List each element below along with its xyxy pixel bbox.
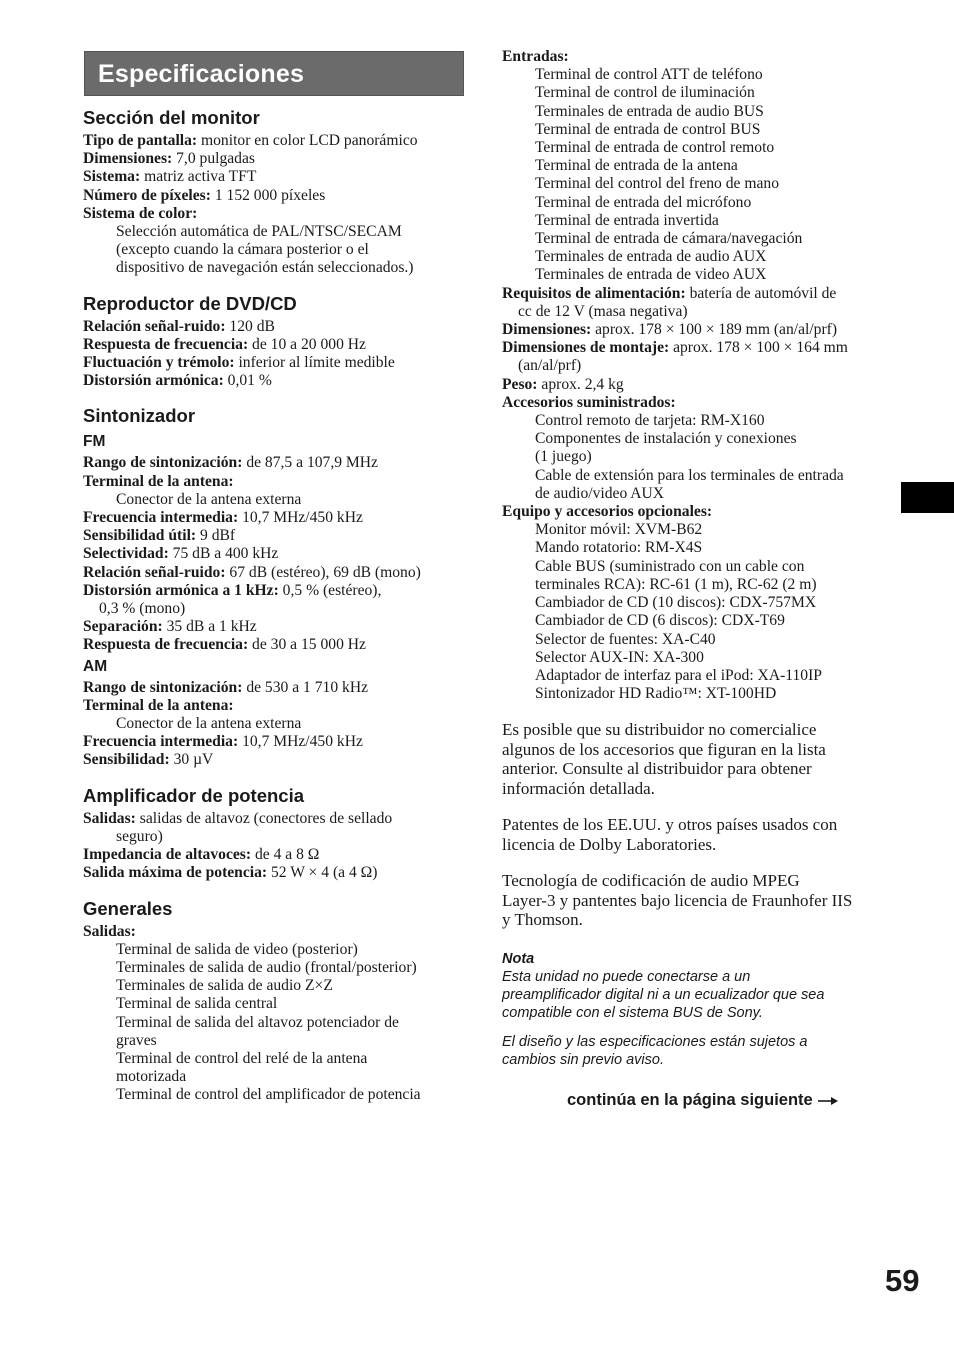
spec-detail: graves [116,1031,157,1049]
spec-row: Sensibilidad útil: 9 dBf [83,527,236,545]
am-spec-list [83,679,468,770]
spec-row: Sistema: matriz activa TFT [83,168,257,186]
spec-detail: Terminales de entrada de audio BUS [535,102,764,120]
spec-detail: Terminal de control del amplificador de potencia [116,1086,421,1104]
spec-row: Respuesta de frecuencia: de 30 a 15 000 Hz [83,636,366,654]
spec-detail: Control remoto de tarjeta: RM-X160 [535,412,765,430]
spec-row: Rango de sintonización: de 530 a 1 710 kHz [83,678,369,696]
subheading-fm: FM [83,433,106,451]
spec-row: Salida máxima de potencia: 52 W × 4 (a 4 Ω) [83,864,378,882]
spec-detail: Terminal de entrada de control remoto [535,139,775,157]
spec-row: Dimensiones: 7,0 pulgadas [83,150,255,168]
spec-detail: Selector de fuentes: XA-C40 [535,630,716,648]
spec-detail: Terminales de salida de audio Z×Z [116,977,333,995]
spec-detail: motorizada [116,1068,187,1086]
note-text-1: Esta unidad no puede conectarse a un preamplificador digital ni a un ecualizador que sea compatible con el sistema BUS de Sony. [502,968,825,1021]
spec-row: Impedancia de altavoces: de 4 a 8 Ω [83,846,320,864]
spec-detail: Terminal de control del relé de la antena [116,1049,368,1067]
spec-detail: Selector AUX-IN: XA-300 [535,648,704,666]
monitor-spec-list [83,132,468,278]
spec-detail: Terminal de entrada de cámara/navegación [535,230,803,248]
spec-detail: Terminales de entrada de video AUX [535,266,767,284]
spec-row: Requisitos de alimentación: batería de automóvil de [502,284,837,302]
spec-row: Dimensiones de montaje: aprox. 178 × 100 × 164 mm [502,339,848,357]
spec-row: Frecuencia intermedia: 10,7 MHz/450 kHz [83,733,363,751]
spec-detail: (an/al/prf) [518,357,582,375]
continue-notice [567,1091,839,1110]
spec-row: Rango de sintonización: de 87,5 a 107,9 MHz [83,454,378,472]
section-heading-general: Generales [83,897,173,919]
spec-row: Terminal de la antena: [83,472,234,490]
spec-detail: (1 juego) [535,448,592,466]
spec-detail: Selección automática de PAL/NTSC/SECAM [116,223,402,241]
section-heading-monitor: Sección del monitor [83,107,260,128]
spec-detail: 0,3 % (mono) [99,600,186,618]
spec-detail: Terminal de salida central [116,995,278,1013]
general-inputs-list [502,48,880,703]
spec-row: Sistema de color: [83,204,198,222]
spec-row: Distorsión armónica a 1 kHz: 0,5 % (estéreo), [83,581,382,599]
spec-row: Selectividad: 75 dB a 400 kHz [83,545,279,563]
spec-label: Entradas: [502,48,569,65]
spec-detail: Terminal de entrada invertida [535,211,719,229]
spec-detail: Adaptador de interfaz para el iPod: XA-110IP [535,666,822,684]
spec-row: Distorsión armónica: 0,01 % [83,372,272,390]
spec-detail: Terminales de entrada de audio AUX [535,248,767,266]
spec-detail: Cambiador de CD (6 discos): CDX-T69 [535,612,785,630]
spec-detail: Terminal de entrada de la antena [535,157,738,175]
dvd-spec-list [83,318,468,391]
spec-row: Relación señal-ruido: 67 dB (estéreo), 69 dB (mono) [83,563,421,581]
spec-row: Terminal de la antena: [83,696,234,714]
spec-detail: Terminal de control de iluminación [535,84,755,102]
spec-detail: Mando rotatorio: RM-X4S [535,539,703,557]
spec-label: Accesorios suministrados: [502,393,676,411]
spec-detail: seguro) [116,827,163,845]
spec-row: Tipo de pantalla: monitor en color LCD panorámico [83,132,418,149]
paragraph-dolby: Patentes de los EE.UU. y otros países usados con licencia de Dolby Laboratories. [502,815,838,854]
section-thumb-tab [901,482,954,513]
page-title-banner [84,51,464,96]
paragraph-mpeg: Tecnología de codificación de audio MPEG Layer-3 y pantentes bajo licencia de Fraunhofer IIS y Thomson. [502,871,853,930]
spec-label: Equipo y accesorios opcionales: [502,503,713,521]
spec-detail: terminales RCA): RC-61 (1 m), RC-62 (2 m) [535,575,817,593]
note-heading: Nota [502,950,535,967]
spec-row: Peso: aprox. 2,4 kg [502,375,624,393]
spec-row: Dimensiones: aprox. 178 × 100 × 189 mm (an/al/prf) [502,321,838,339]
spec-detail: Terminal de entrada del micrófono [535,193,752,211]
spec-detail: Terminal del control del freno de mano [535,175,779,193]
paragraph-distributor: Es posible que su distribuidor no comercialice algunos de los accesorios que figuran en la lista anterior. Consulte al distribuidor para obtener información detallada. [502,720,826,798]
spec-detail: Terminal de salida del altavoz potenciador de [116,1013,399,1031]
spec-detail: Conector de la antena externa [116,490,302,508]
amplifier-spec-list [83,810,468,883]
spec-row: Separación: 35 dB a 1 kHz [83,618,257,636]
spec-row: Número de píxeles: 1 152 000 píxeles [83,186,326,204]
note-text-2: El diseño y las especificaciones están sujetos a cambios sin previo aviso. [502,1033,808,1068]
spec-detail: Monitor móvil: XVM-B62 [535,521,703,539]
arrow-right-icon [817,1091,839,1109]
spec-label: Salidas: [83,922,136,940]
spec-row: Relación señal-ruido: 120 dB [83,317,275,335]
spec-detail: Cable BUS (suministrado con un cable con [535,557,805,575]
spec-detail: Terminal de salida de video (posterior) [116,940,358,958]
spec-detail: cc de 12 V (masa negativa) [518,302,688,320]
spec-detail: de audio/video AUX [535,484,665,502]
spec-detail: Conector de la antena externa [116,715,302,733]
general-spec-list [83,923,468,1105]
spec-detail: dispositivo de navegación están seleccionados.) [116,259,414,277]
section-heading-dvd: Reproductor de DVD/CD [83,292,297,314]
spec-detail: Terminal de entrada de control BUS [535,120,761,138]
spec-detail: (excepto cuando la cámara posterior o el [116,241,369,259]
page-title: Especificaciones [98,60,305,88]
spec-row: Salidas: salidas de altavoz (conectores de sellado [83,809,393,827]
continue-text: continúa en la página siguiente [567,1091,813,1109]
spec-row: Fluctuación y trémolo: inferior al límite medible [83,354,395,372]
section-heading-tuner: Sintonizador [83,405,196,427]
spec-row: Frecuencia intermedia: 10,7 MHz/450 kHz [83,509,363,527]
spec-row: Respuesta de frecuencia: de 10 a 20 000 Hz [83,335,366,353]
spec-detail: Cable de extensión para los terminales de entrada [535,466,844,484]
section-heading-amplifier: Amplificador de potencia [83,784,305,806]
spec-row: Sensibilidad: 30 µV [83,751,214,769]
fm-spec-list [83,454,468,654]
spec-detail: Sintonizador HD Radio™: XT-100HD [535,685,777,703]
subheading-am: AM [83,657,108,675]
spec-detail: Componentes de instalación y conexiones [535,430,797,448]
spec-detail: Terminales de salida de audio (frontal/posterior) [116,958,417,976]
spec-detail: Terminal de control ATT de teléfono [535,66,763,84]
page-number: 59 [885,1263,920,1298]
spec-detail: Cambiador de CD (10 discos): CDX-757MX [535,594,817,612]
